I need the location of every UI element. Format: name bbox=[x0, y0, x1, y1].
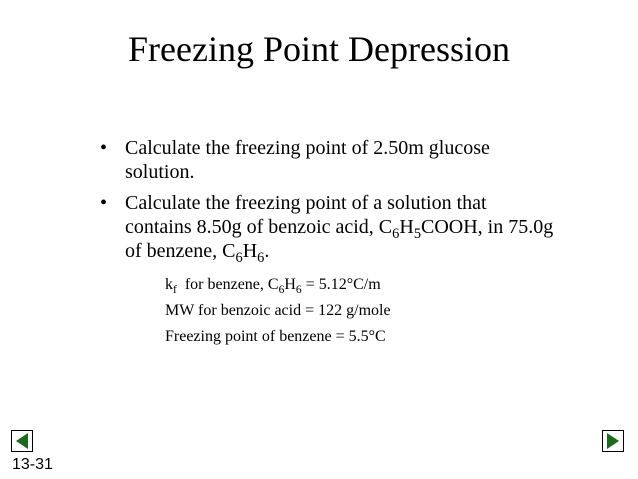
triangle-left-icon bbox=[12, 431, 32, 451]
bullet-marker: • bbox=[100, 137, 108, 159]
molecular-weight-detail: MW for benzoic acid = 122 g/mole bbox=[165, 302, 391, 319]
bullet-item-benzoic bbox=[97, 191, 617, 266]
bullet-list bbox=[97, 136, 617, 270]
previous-slide-button[interactable] bbox=[11, 430, 33, 452]
next-slide-button[interactable] bbox=[602, 430, 624, 452]
bullet-text-line: Calculate the freezing point of 2.50m glucose bbox=[125, 137, 490, 159]
bullet-marker: • bbox=[100, 192, 108, 214]
bullet-text-line: solution. bbox=[125, 161, 195, 183]
bullet-text-line: Calculate the freezing point of a solution that bbox=[125, 192, 487, 214]
slide-number: 13-31 bbox=[12, 456, 53, 473]
triangle-right-icon bbox=[603, 431, 623, 451]
bullet-text-line: of benzene, $C_6H_6$. bbox=[125, 240, 270, 266]
bullet-text-line: contains 8.50g of benzoic acid, $C_6H_5COOH$, in 75.0g bbox=[125, 216, 554, 242]
freezing-point-detail: Freezing point of benzene = 5.5°C bbox=[165, 328, 386, 345]
kf-detail: $k_f$ for benzene, $C_6H_6 = 5.12^\circ C/m$ bbox=[165, 276, 381, 296]
bullet-item-glucose bbox=[97, 136, 617, 184]
slide-title: Freezing Point Depression bbox=[128, 29, 510, 69]
